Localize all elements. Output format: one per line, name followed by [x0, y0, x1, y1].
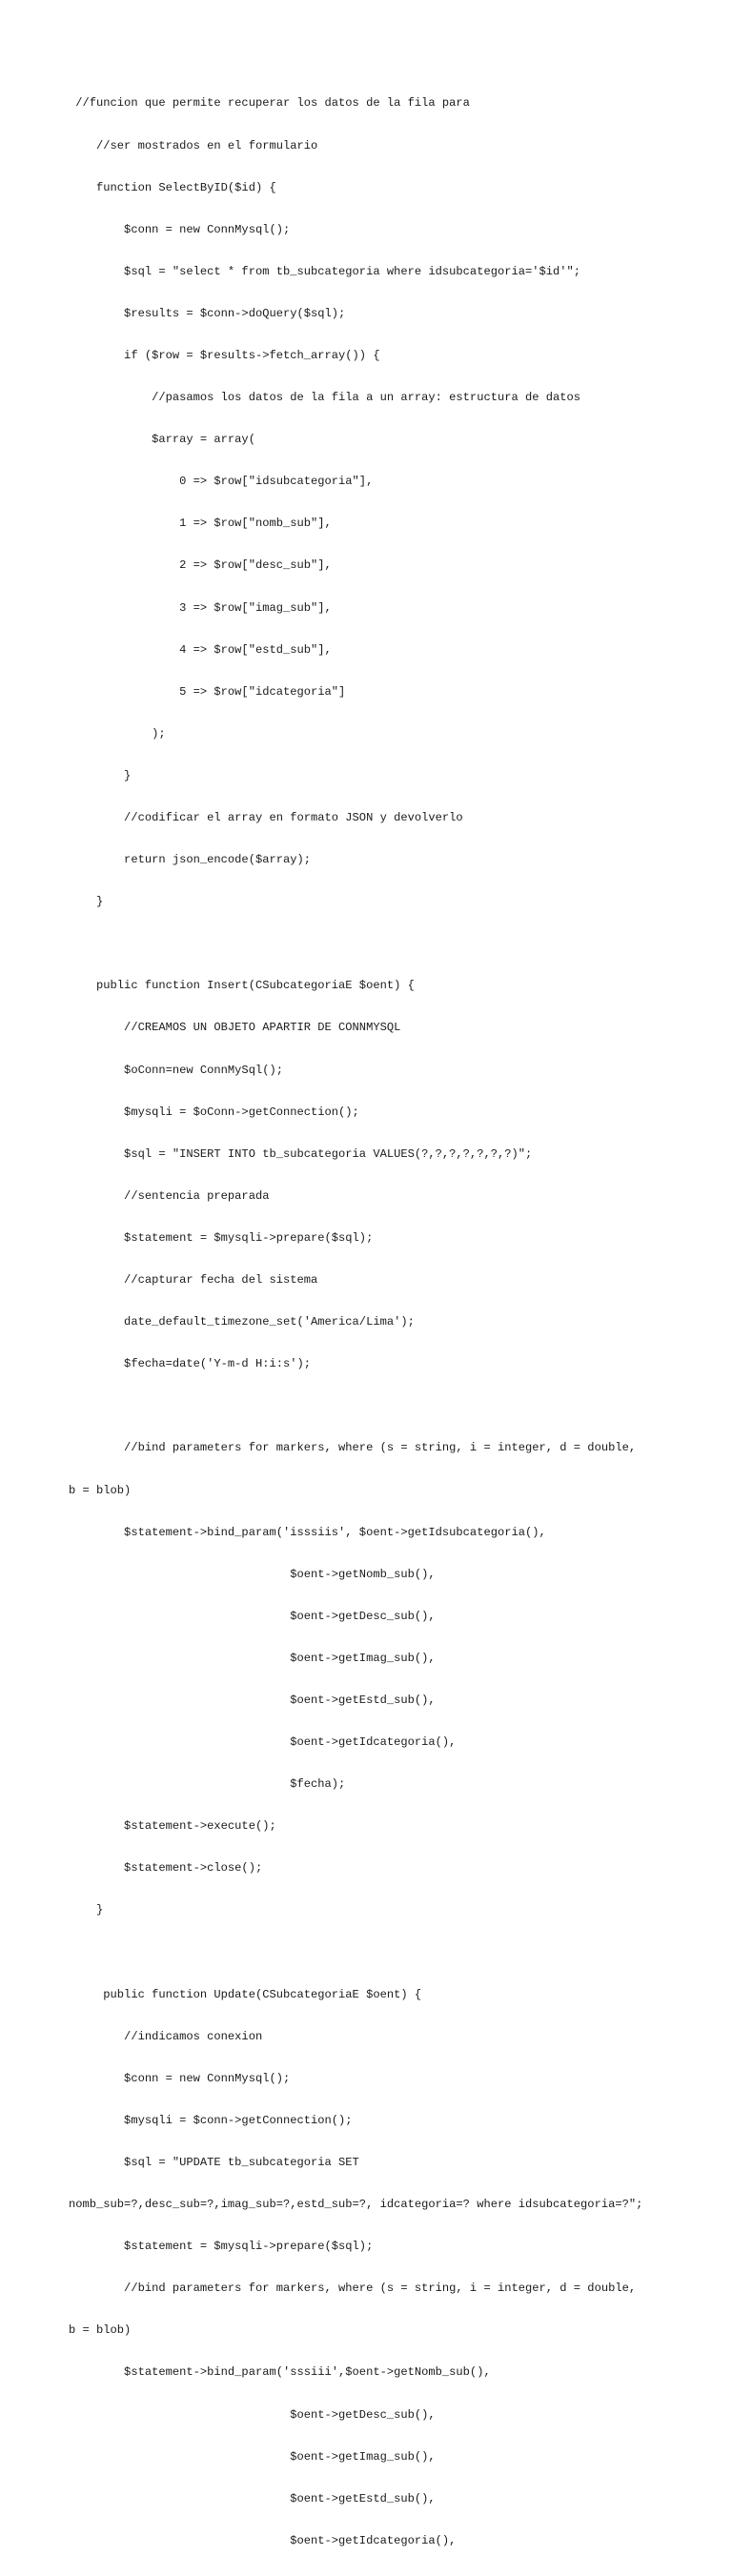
code-line: $sql = "INSERT INTO tb_subcategoria VALUES(?,?,?,?,?,?,?)"; [69, 1146, 533, 1161]
code-line: //bind parameters for markers, where (s = string, i = integer, d = double, [69, 1441, 637, 1455]
code-line: $oent->getImag_sub(), [69, 2449, 436, 2464]
code-line: 4 => $row["estd_sub"], [69, 642, 332, 657]
code-line: $sql = "select * from tb_subcategoria where idsubcategoria='$id'"; [69, 264, 581, 278]
code-line: //CREAMOS UN OBJETO APARTIR DE CONNMYSQL [69, 1021, 401, 1035]
code-line: } [69, 1903, 104, 1917]
code-line: //sentencia preparada [69, 1188, 270, 1203]
code-line: //pasamos los datos de la fila a un array: estructura de datos [69, 391, 581, 405]
code-line: public function Insert(CSubcategoriaE $oent) { [69, 979, 415, 993]
code-line: //bind parameters for markers, where (s = string, i = integer, d = double, [69, 2282, 637, 2296]
code-line: $oent->getIdcategoria(), [69, 2533, 457, 2547]
code-line: ); [69, 726, 166, 740]
code-line: $statement->bind_param('sssiii',$oent->getNomb_sub(), [69, 2365, 491, 2380]
code-line: return json_encode($array); [69, 853, 312, 867]
code-listing [69, 69, 717, 2576]
code-line: nomb_sub=?,desc_sub=?,imag_sub=?,estd_sub=?, idcategoria=? where idsubcategoria=?"; [69, 2198, 643, 2212]
code-line: $oent->getIdcategoria(), [69, 1735, 457, 1750]
code-line [69, 1399, 717, 1413]
code-line: 3 => $row["imag_sub"], [69, 600, 332, 615]
code-line: } [69, 895, 104, 909]
code-line: $sql = "UPDATE tb_subcategoria SET [69, 2156, 359, 2169]
code-line: $statement = $mysqli->prepare($sql); [69, 2240, 374, 2254]
code-line: if ($row = $results->fetch_array()) { [69, 348, 380, 362]
code-line: public function Update(CSubcategoriaE $oent) { [69, 1987, 422, 2001]
code-line: $oent->getNomb_sub(), [69, 1567, 436, 1581]
code-line: //codificar el array en formato JSON y devolverlo [69, 811, 463, 824]
code-line: //funcion que permite recuperar los datos de la fila para [69, 96, 470, 111]
code-line: $fecha); [69, 1777, 346, 1792]
code-line: } [69, 768, 132, 782]
code-line: date_default_timezone_set('America/Lima'); [69, 1315, 415, 1329]
code-line: 2 => $row["desc_sub"], [69, 558, 332, 573]
code-line: $oent->getDesc_sub(), [69, 1609, 436, 1623]
code-line: $conn = new ConnMysql(); [69, 2071, 291, 2085]
code-line: $fecha=date('Y-m-d H:i:s'); [69, 1357, 312, 1371]
code-line: 1 => $row["nomb_sub"], [69, 517, 332, 531]
code-line: $oent->getDesc_sub(), [69, 2407, 436, 2422]
code-line: $oent->getEstd_sub(), [69, 2491, 436, 2505]
code-line: function SelectByID($id) { [69, 180, 276, 194]
code-line: $mysqli = $conn->getConnection(); [69, 2113, 353, 2127]
code-line [69, 937, 717, 951]
code-line: $conn = new ConnMysql(); [69, 222, 291, 236]
code-line: $oent->getEstd_sub(), [69, 1693, 436, 1707]
code-line: b = blob) [69, 1483, 132, 1497]
code-line: $statement->close(); [69, 1861, 263, 1876]
code-line: $array = array( [69, 433, 255, 447]
code-line: //ser mostrados en el formulario [69, 138, 318, 152]
code-line: 0 => $row["idsubcategoria"], [69, 475, 374, 489]
code-line: $statement->bind_param('isssiis', $oent->getIdsubcategoria(), [69, 1525, 546, 1539]
code-line: 5 => $row["idcategoria"] [69, 684, 346, 699]
code-line: $statement->execute(); [69, 1819, 276, 1834]
code-line: $statement = $mysqli->prepare($sql); [69, 1230, 374, 1245]
code-line: $results = $conn->doQuery($sql); [69, 306, 346, 320]
code-line: b = blob) [69, 2323, 132, 2338]
code-line [69, 1946, 717, 1960]
code-line: $oConn=new ConnMySql(); [69, 1063, 283, 1077]
code-line: $mysqli = $oConn->getConnection(); [69, 1105, 359, 1119]
code-line: $oent->getImag_sub(), [69, 1651, 436, 1665]
code-line: //capturar fecha del sistema [69, 1273, 318, 1288]
code-line: //indicamos conexion [69, 2029, 263, 2043]
